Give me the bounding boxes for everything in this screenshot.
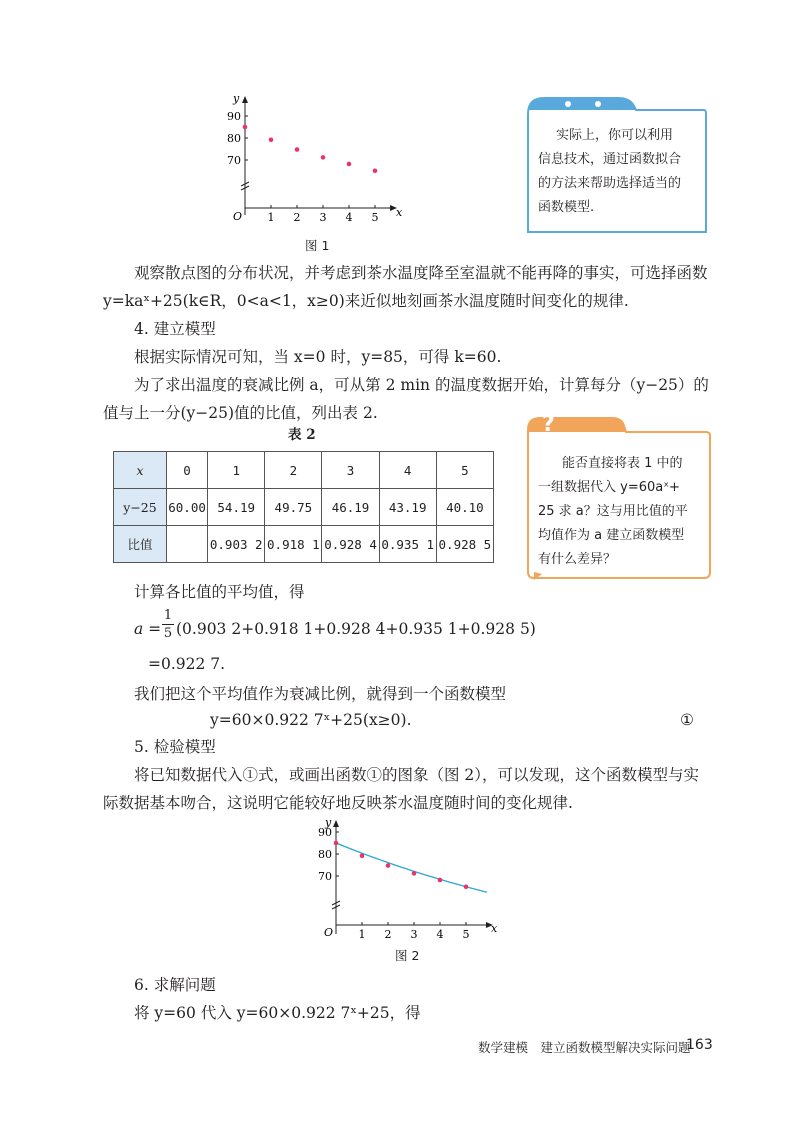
y-tick-label: 80 [318, 848, 332, 861]
note-1-line: 信息技术，通过函数拟合 [538, 152, 682, 167]
paragraph-line: 值与上一分(y−25)值的比值，列出表 2. [103, 404, 378, 422]
paragraph-line: 根据实际情况可知，当 x=0 时，y=85，可得 k=60. [134, 348, 502, 366]
equation-1-rhs: (0.903 2+0.918 1+0.928 4+0.935 1+0.928 5) [176, 620, 536, 638]
section-5-title: 5. 检验模型 [134, 738, 216, 756]
paragraph-line: 将 y=60 代入 y=60×0.922 7ˣ+25，得 [134, 1004, 421, 1022]
paragraph-line: 我们把这个平均值作为衰减比例，就得到一个函数模型 [134, 685, 507, 703]
table-row [114, 526, 494, 563]
data-point [464, 884, 469, 889]
table-cell: 0 [167, 452, 208, 489]
figure-2-caption: 图 2 [395, 948, 420, 963]
y-tick-label: 80 [227, 132, 241, 145]
fraction [162, 607, 174, 642]
footer-running-title: 数学建模 建立函数模型解决实际问题 [478, 1040, 691, 1055]
x-tick-label: 5 [371, 211, 379, 224]
note-2-line: 均值作为 a 建立函数模型 [538, 528, 685, 543]
note-1-line: 函数模型. [538, 200, 595, 215]
data-point [347, 162, 352, 167]
y-tick-label: 70 [318, 870, 332, 883]
table-cell: 1 [208, 452, 265, 489]
table-cell: 0.935 1 [379, 526, 436, 563]
fraction-denominator: 5 [163, 626, 173, 641]
x-tick-label: 5 [462, 928, 470, 941]
x-axis-label: x [396, 206, 403, 219]
note-box-tip [526, 94, 708, 234]
note-1-line: 实际上，你可以利用 [556, 128, 674, 143]
table-cell: 40.10 [436, 489, 493, 526]
table-cell: 0.918 1 [265, 526, 322, 563]
table-cell: 49.75 [265, 489, 322, 526]
x-tick-label: 3 [319, 211, 327, 224]
note-2-line: 有什么差异？ [538, 552, 617, 567]
table-row [114, 452, 494, 489]
figure-1-caption: 图 1 [305, 238, 330, 253]
x-tick-label: 2 [384, 928, 392, 941]
table-cell: 3 [322, 452, 379, 489]
table-cell: 5 [436, 452, 493, 489]
dot-icon [565, 101, 571, 107]
table-cell: 60.00 [167, 489, 208, 526]
paragraph-line: 际数据基本吻合，这说明它能较好地反映茶水温度随时间的变化规律. [103, 794, 573, 812]
note-2-line: 25 求 a？这与用比值的平 [538, 504, 688, 519]
table-cell: y−25 [114, 489, 167, 526]
data-point [269, 137, 274, 142]
figure-2-chart [306, 812, 506, 942]
table-cell [167, 526, 208, 563]
origin-label: O [233, 210, 243, 223]
x-tick-label: 1 [358, 928, 366, 941]
x-axis-label: x [491, 922, 498, 935]
note-2-line: 一组数据代入 y=60aˣ+ [538, 480, 680, 495]
paragraph-line: 为了求出温度的衰减比例 a，可从第 2 min 的温度数据开始，计算每分（y−25）的 [134, 376, 709, 394]
dot-icon [595, 101, 601, 107]
equation-2: y=60×0.922 7ˣ+25(x≥0). [210, 711, 412, 729]
data-point [438, 878, 443, 883]
table-cell: 2 [265, 452, 322, 489]
equation-2-number: ① [680, 711, 694, 729]
table-cell: 比值 [114, 526, 167, 563]
x-tick-label: 4 [436, 928, 444, 941]
model-curve [336, 843, 487, 892]
page-number: 163 [686, 1037, 713, 1053]
equation-1-result: =0.922 7. [148, 655, 226, 673]
table-2 [113, 451, 494, 563]
x-tick-label: 1 [267, 211, 275, 224]
data-point [321, 155, 326, 160]
x-tick-label: 3 [410, 928, 418, 941]
x-tick-label: 2 [293, 211, 301, 224]
y-axis-label: y [325, 816, 332, 829]
data-point [334, 841, 339, 846]
paragraph-line: 将已知数据代入①式，或画出函数①的图象（图 2），可以发现，这个函数模型与实 [134, 766, 700, 784]
question-mark-icon: ? [542, 412, 555, 437]
table-2-title: 表 2 [288, 427, 316, 443]
table-cell: 0.903 2 [208, 526, 265, 563]
data-point [295, 147, 300, 152]
paragraph-line: y=kaˣ+25(k∈R，0<a<1，x≥0)来近似地刻画茶水温度随时间变化的规律. [103, 292, 629, 310]
table-cell: 0.928 4 [322, 526, 379, 563]
y-tick-label: 90 [318, 826, 332, 839]
table-cell: 54.19 [208, 489, 265, 526]
fraction-numerator: 1 [163, 608, 173, 623]
figure-1-chart [215, 90, 415, 230]
x-tick-label: 4 [345, 211, 353, 224]
y-tick-label: 70 [227, 154, 241, 167]
paragraph-line: 计算各比值的平均值，得 [134, 583, 305, 601]
equation-1-lhs: a = [134, 620, 162, 638]
y-axis-label: y [233, 92, 240, 105]
y-axis-arrow [333, 820, 339, 827]
data-point [243, 125, 248, 130]
table-row [114, 489, 494, 526]
note-2-line: 能否直接将表 1 中的 [562, 456, 683, 471]
y-axis-arrow [242, 96, 248, 103]
table-cell: 0.928 5 [436, 526, 493, 563]
data-point [360, 853, 365, 858]
section-4-title: 4. 建立模型 [134, 320, 216, 338]
y-tick-label: 90 [227, 110, 241, 123]
data-point [386, 863, 391, 868]
note-1-line: 的方法来帮助选择适当的 [538, 176, 682, 191]
table-cell: 46.19 [322, 489, 379, 526]
paragraph-line: 观察散点图的分布状况，并考虑到茶水温度降至室温就不能再降的事实，可选择函数 [134, 264, 708, 282]
table-cell: x [114, 452, 167, 489]
origin-label: O [324, 926, 334, 939]
section-6-title: 6. 求解问题 [134, 976, 216, 994]
table-cell: 4 [379, 452, 436, 489]
note-box-question [526, 414, 712, 580]
table-cell: 43.19 [379, 489, 436, 526]
data-point [412, 871, 417, 876]
data-point [373, 168, 378, 173]
